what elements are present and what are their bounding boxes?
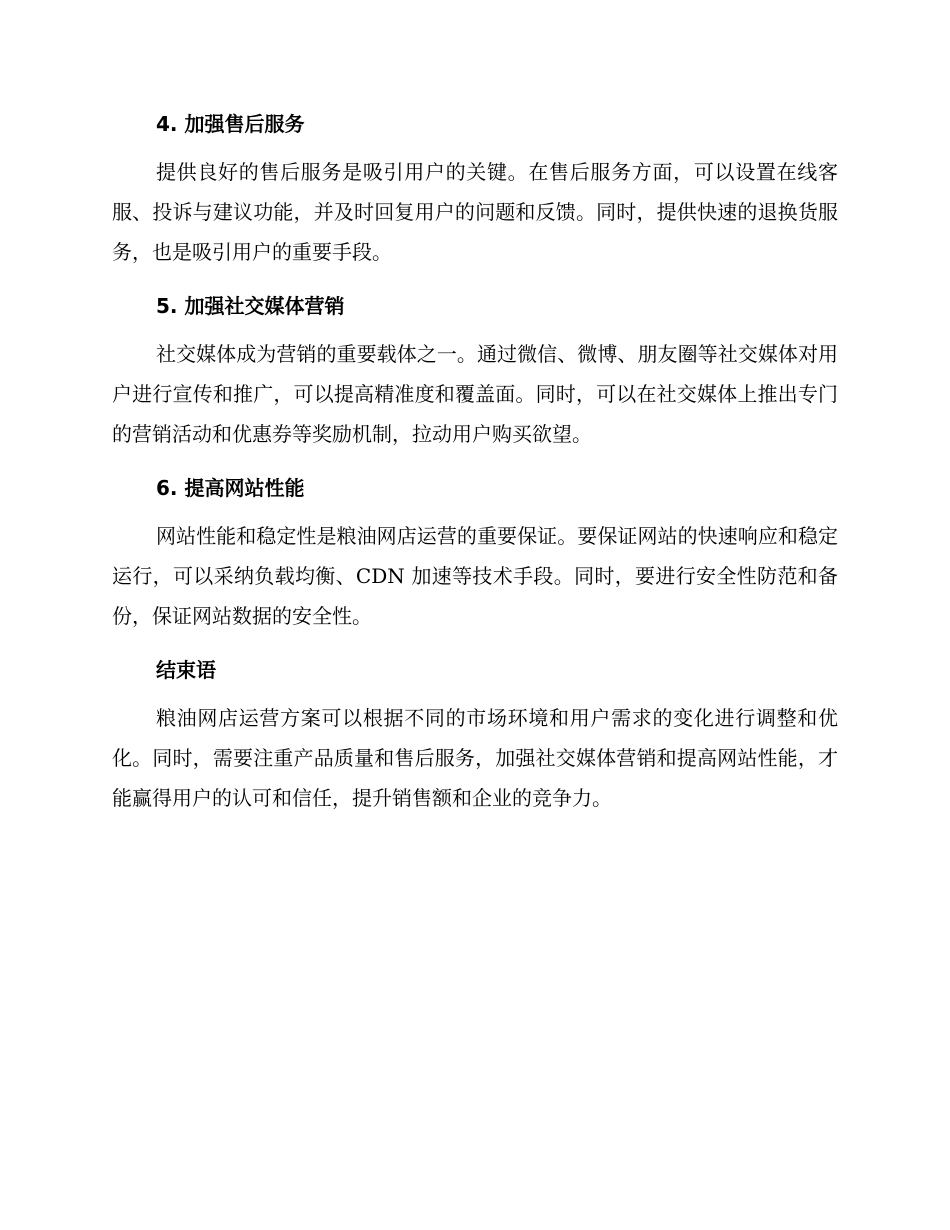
section-heading: 6. 提高网站性能 (156, 476, 305, 500)
section-paragraph: 社交媒体成为营销的重要载体之一。通过微信、微博、朋友圈等社交媒体对用户进行宣传和推广，可以提高精准度和覆盖面。同时，可以在社交媒体上推出专门的营销活动和优惠券等奖励机制，拉动用户购买欲望。 (112, 342, 838, 446)
section-paragraph: 网站性能和稳定性是粮油网店运营的重要保证。要保证网站的快速响应和稳定运行，可以采纳负载均衡、CDN 加速等技术手段。同时，要进行安全性防范和备份，保证网站数据的安全性。 (112, 524, 838, 628)
section-paragraph: 粮油网店运营方案可以根据不同的市场环境和用户需求的变化进行调整和优化。同时，需要注重产品质量和售后服务，加强社交媒体营销和提高网站性能，才能赢得用户的认可和信任，提升销售额和企业的竞争力。 (112, 706, 838, 810)
document-page (112, 104, 838, 832)
section-website-performance (112, 468, 838, 636)
section-heading: 结束语 (156, 658, 216, 682)
section-after-sales (112, 104, 838, 272)
section-conclusion (112, 650, 838, 818)
section-heading: 5. 加强社交媒体营销 (156, 294, 345, 318)
section-paragraph: 提供良好的售后服务是吸引用户的关键。在售后服务方面，可以设置在线客服、投诉与建议功能，并及时回复用户的问题和反馈。同时，提供快速的退换货服务，也是吸引用户的重要手段。 (112, 160, 838, 264)
section-heading: 4. 加强售后服务 (156, 112, 305, 136)
section-social-media (112, 286, 838, 454)
